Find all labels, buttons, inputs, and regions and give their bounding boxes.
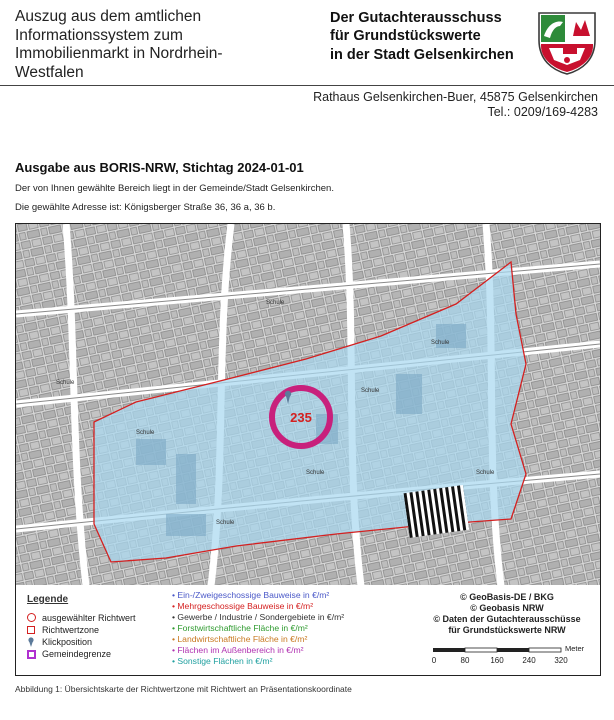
phone-line: Tel.: 0209/169-4283 — [487, 105, 598, 119]
credit-line: für Grundstückswerte NRW — [448, 625, 566, 635]
section-title: Ausgabe aus BORIS-NRW, Stichtag 2024-01-01 — [15, 160, 304, 175]
legend-item — [16, 625, 166, 636]
legend-category: • Forstwirtschaftliche Fläche in €/m² — [172, 623, 308, 633]
scale-tick: 240 — [522, 656, 536, 665]
legend-category: • Mehrgeschossige Bauweise in €/m² — [172, 601, 314, 611]
header-left-line: Auszug aus dem amtlichen — [15, 8, 202, 25]
nrw-crest-icon — [536, 10, 598, 76]
map-label: Schule — [306, 470, 325, 476]
header-right-line: in der Stadt Gelsenkirchen — [330, 46, 514, 63]
map-label: Schule — [476, 470, 495, 476]
scale-tick: 160 — [490, 656, 504, 665]
credit-line: © GeoBasis-DE / BKG — [460, 592, 554, 602]
scale-tick: 0 — [431, 656, 437, 665]
map-canvas[interactable] — [16, 224, 600, 586]
map-label: Schule — [266, 300, 285, 306]
credit-line: © Geobasis NRW — [470, 603, 544, 613]
header-right-line: Der Gutachterausschuss — [330, 10, 502, 26]
legend-category: • Sonstige Flächen in €/m² — [172, 656, 273, 666]
map-label: Schule — [361, 388, 380, 394]
address-line: Rathaus Gelsenkirchen-Buer, 45875 Gelsenkirchen — [313, 90, 598, 104]
header-divider — [0, 85, 614, 86]
figure-caption: Abbildung 1: Übersichtskarte der Richtwertzone mit Richtwert an Präsentationskoordinate — [15, 684, 352, 694]
scale-tick: 320 — [554, 656, 568, 665]
header-left-line: Informationssystem zum — [15, 26, 183, 44]
header-left-line: Westfalen — [15, 63, 84, 81]
map-pin-icon — [27, 637, 35, 645]
copyright-credits — [421, 592, 593, 636]
legend-item-label: Gemeindegrenze — [42, 649, 112, 659]
credit-line: © Daten der Gutachterausschüsse — [433, 614, 581, 624]
square-purple-icon — [27, 650, 36, 659]
map-label: Schule — [431, 340, 450, 346]
header-right-line: für Grundstückswerte — [330, 28, 481, 45]
scale-unit: Meter — [565, 644, 585, 653]
office-address — [313, 90, 598, 120]
address-statement: Die gewählte Adresse ist: Königsberger Straße 36, 36 a, 36 b. — [15, 202, 276, 213]
legend-title: Legende — [27, 594, 69, 605]
legend-panel — [15, 585, 601, 676]
area-statement: Der von Ihnen gewählte Bereich liegt in der Gemeinde/Stadt Gelsenkirchen. — [15, 183, 334, 194]
legend-category: • Flächen im Außenbereich in €/m² — [172, 645, 304, 655]
legend-item — [16, 613, 166, 624]
square-red-icon — [27, 626, 35, 634]
map-view[interactable] — [15, 223, 601, 587]
header-title-left — [15, 8, 245, 82]
header-left-line: Immobilienmarkt in Nordrhein- — [15, 45, 223, 63]
legend-category: • Gewerbe / Industrie / Sondergebiete in €/m² — [172, 612, 345, 622]
map-label: Schule — [56, 380, 75, 386]
scale-tick: 80 — [460, 656, 470, 665]
map-label: Schule — [136, 430, 155, 436]
scale-bar — [431, 643, 591, 669]
legend-category: • Ein-/Zweigeschossige Bauweise in €/m² — [172, 590, 330, 600]
map-label: Schule — [216, 520, 235, 526]
legend-item — [16, 637, 166, 648]
circle-outline-icon — [27, 613, 36, 622]
legend-item-label: ausgewählter Richtwert — [42, 613, 136, 623]
legend-category: • Landwirtschaftliche Fläche in €/m² — [172, 634, 308, 644]
header-title-right — [330, 9, 530, 64]
legend-item-label: Richtwertzone — [42, 625, 100, 635]
standard-land-value-label: 235 — [290, 410, 312, 425]
legend-item-label: Klickposition — [42, 637, 93, 647]
legend-item — [16, 649, 166, 660]
